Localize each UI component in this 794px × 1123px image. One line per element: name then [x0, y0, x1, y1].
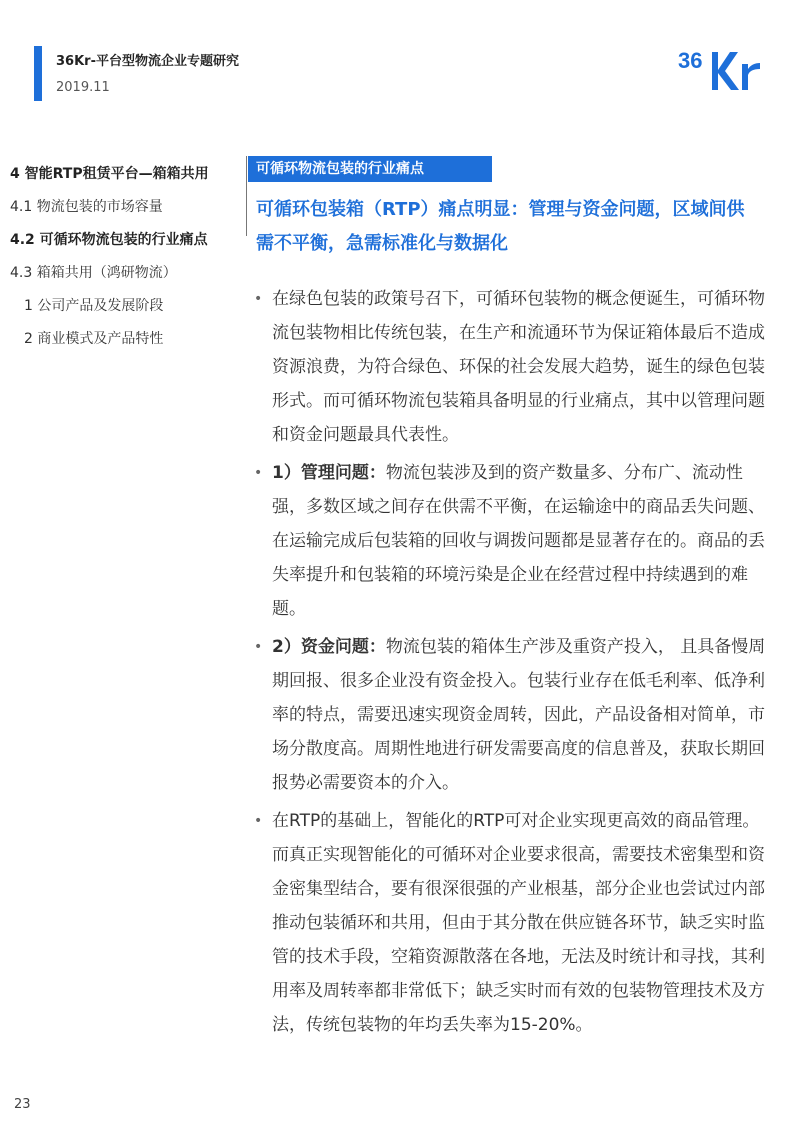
- toc-item[interactable]: 4.1 物流包装的市场容量: [10, 199, 163, 215]
- bullet-dot-icon: •: [254, 639, 263, 655]
- bullet-text: 在RTP的基础上，智能化的RTP可对企业实现更高效的商品管理。而真正实现智能化的可循环对企业要求很高，需要技术密集型和资金密集型结合，要有很深很强的产业根基，部分企业也尝试过内部推动包装循环和共用，但由于其分散在供应链各环节，缺乏实时监管的技术手段，空箱资源散落在各地，无法及时统计和寻找，其利用率及周转率都非常低下；缺乏实时而有效的包装物管理技术及方法，传统包装物的年均丢失率为15-20%。: [272, 811, 765, 1035]
- toc-item[interactable]: 2 商业模式及产品特性: [24, 331, 164, 347]
- bullet-text: 在绿色包装的政策号召下，可循环包装物的概念便诞生，可循环物流包装物相比传统包装，在生产和流通环节为保证箱体最后不造成资源浪费，为符合绿色、环保的社会发展大趋势，诞生的绿色包装形式。而可循环物流包装箱具备明显的行业痛点，其中以管理问题和资金问题最具代表性。: [272, 289, 765, 445]
- toc-divider: [246, 156, 247, 236]
- report-date: 2019.11: [56, 80, 110, 95]
- svg-text:36: 36: [678, 48, 703, 73]
- bullet-dot-icon: •: [254, 813, 263, 829]
- bullet-text: 物流包装涉及到的资产数量多、分布广、流动性强，多数区域之间存在供需不平衡，在运输途中的商品丢失问题、在运输完成后包装箱的回收与调拨问题都是显著存在的。商品的丢失率提升和包装箱的环境污染是企业在经营过程中持续遇到的难题。: [272, 463, 765, 619]
- table-of-contents: [10, 160, 242, 358]
- 36kr-logo: [678, 44, 768, 94]
- bullet-lead: 1）管理问题：: [272, 463, 386, 483]
- bullet-lead: 2）资金问题：: [272, 637, 386, 657]
- page-headline: 可循环包装箱（RTP）痛点明显：管理与资金问题，区域间供需不平衡，急需标准化与数据化: [256, 199, 745, 254]
- bullet-dot-icon: •: [254, 465, 263, 481]
- bullet-text: 物流包装的箱体生产涉及重资产投入， 且具备慢周期回报、很多企业没有资金投入。包装行业存在低毛利率、低净利率的特点，需要迅速实现资金周转，因此，产品设备相对简单，市场分散度高。周期性地进行研发需要高度的信息普及，获取长期回报势必需要资本的介入。: [272, 637, 766, 793]
- bullet-item: [252, 456, 766, 626]
- page-number: 23: [14, 1097, 31, 1112]
- bullet-item: [252, 282, 766, 452]
- toc-item[interactable]: 4.3 箱箱共用（鸿研物流）: [10, 265, 177, 281]
- toc-item[interactable]: 4 智能RTP租赁平台—箱箱共用: [10, 166, 209, 182]
- report-title: 36Kr-平台型物流企业专题研究: [56, 54, 239, 69]
- bullet-item: [252, 804, 766, 1042]
- bullet-item: [252, 630, 766, 800]
- bullet-dot-icon: •: [254, 291, 263, 307]
- bullet-list: [252, 282, 766, 1046]
- toc-item-active[interactable]: 4.2 可循环物流包装的行业痛点: [10, 232, 208, 248]
- toc-item[interactable]: 1 公司产品及发展阶段: [24, 298, 164, 314]
- section-tag: 可循环物流包装的行业痛点: [248, 156, 492, 182]
- header-accent-bar: [34, 46, 42, 101]
